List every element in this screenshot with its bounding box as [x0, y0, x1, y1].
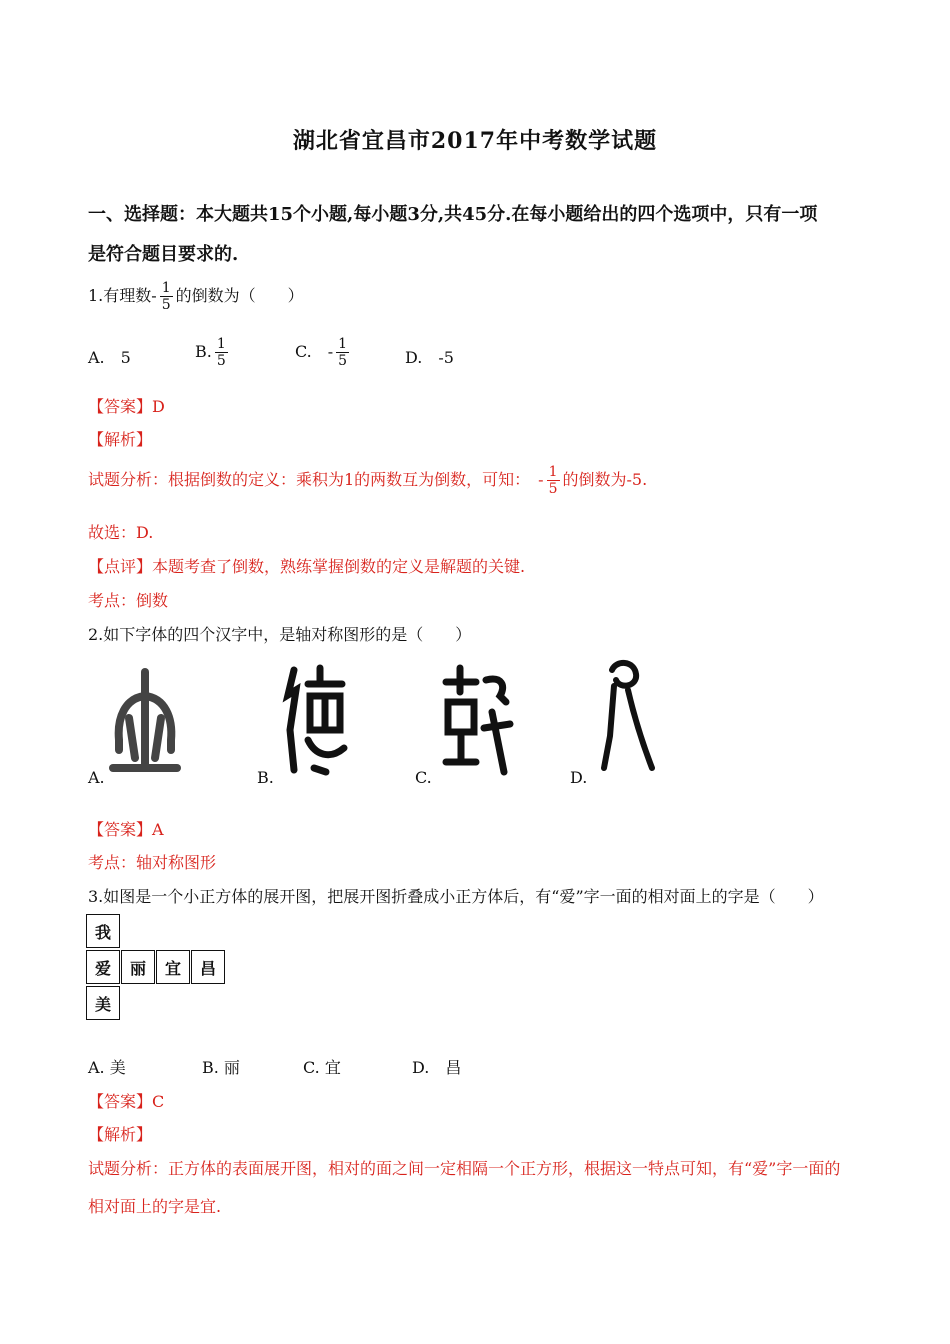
q1-frac-den: 5	[161, 297, 171, 313]
net-cell-bottom: 美	[86, 986, 120, 1020]
q2-option-c-label: C.	[415, 768, 432, 787]
net-cell-row-2: 丽	[121, 950, 155, 984]
q2-option-d-label: D.	[570, 768, 588, 787]
q3-answer: 【答案】C	[88, 1092, 165, 1111]
q1-option-b-fraction	[215, 336, 228, 369]
q1-analysis-pre: 试题分析：根据倒数的定义：乘积为1的两数互为倒数，可知： -	[88, 470, 544, 489]
net-cell-row-3: 宜	[156, 950, 190, 984]
q2-answer: 【答案】A	[88, 820, 164, 839]
q1-option-c	[295, 336, 352, 369]
q3-stem: 3.如图是一个小正方体的展开图，把展开图折叠成小正方体后，有“爱”字一面的相对面上的字是（ ）	[88, 887, 824, 906]
q1-analysis	[88, 464, 647, 497]
seal-glyph-c-image	[440, 662, 515, 777]
q1-comment: 【点评】本题考查了倒数，熟练掌握倒数的定义是解题的关键.	[88, 557, 526, 576]
q1-option-c-label: C. -	[295, 342, 334, 361]
q1-option-a: A. 5	[88, 348, 131, 367]
q3-option-c: C. 宜	[303, 1058, 341, 1077]
q1-option-c-den: 5	[338, 353, 348, 369]
q2-point: 考点：轴对称图形	[88, 853, 217, 872]
net-cell-row-1: 爱	[86, 950, 120, 984]
net-cell-top: 我	[86, 914, 120, 948]
page-title: 湖北省宜昌市2017年中考数学试题	[292, 128, 658, 154]
q1-analysis-num: 1	[548, 464, 558, 480]
seal-glyph-d-image	[598, 656, 658, 776]
q3-option-d: D. 昌	[412, 1058, 462, 1077]
section-heading-line2: 是符合题目要求的.	[88, 244, 239, 265]
q1-analysis-head: 【解析】	[88, 430, 153, 449]
q3-analysis-line1: 试题分析：正方体的表面展开图，相对的面之间一定相隔一个正方形，根据这一特点可知，有“爱”字一面的	[88, 1159, 841, 1178]
q1-option-c-num: 1	[338, 336, 348, 352]
q2-option-a-label: A.	[88, 768, 105, 787]
q1-option-b-label: B.	[195, 342, 212, 361]
section-heading-line1: 一、选择题：本大题共15个小题,每小题3分,共45分.在每小题给出的四个选项中，只有一项	[88, 204, 818, 225]
q2-option-b-label: B.	[257, 768, 274, 787]
q1-stem	[88, 280, 304, 313]
q1-option-c-fraction	[336, 336, 349, 369]
q3-analysis-line2: 相对面上的字是宜.	[88, 1197, 222, 1216]
seal-glyph-a-image	[105, 668, 185, 778]
seal-glyph-b-image	[280, 660, 355, 780]
q3-analysis-head: 【解析】	[88, 1125, 153, 1144]
q3-option-a: A. 美	[88, 1058, 126, 1077]
q1-analysis-fraction	[547, 464, 560, 497]
q1-fraction	[160, 280, 173, 313]
q1-option-b-num: 1	[216, 336, 226, 352]
q1-stem-pre: 1.有理数-	[88, 286, 157, 305]
q1-answer: 【答案】D	[88, 397, 165, 416]
net-cell-row-4: 昌	[191, 950, 225, 984]
q1-choose: 故选：D.	[88, 523, 154, 542]
q2-stem: 2.如下字体的四个汉字中，是轴对称图形的是（ ）	[88, 625, 472, 644]
q1-option-b	[195, 336, 231, 369]
q3-option-b: B. 丽	[202, 1058, 240, 1077]
q1-option-b-den: 5	[216, 353, 226, 369]
q1-point: 考点：倒数	[88, 591, 169, 610]
q1-stem-post: 的倒数为（ ）	[175, 286, 304, 305]
q1-analysis-den: 5	[548, 481, 558, 497]
q1-frac-num: 1	[161, 280, 171, 296]
q1-analysis-post: 的倒数为-5.	[562, 470, 648, 489]
q1-option-d: D. -5	[405, 348, 454, 367]
